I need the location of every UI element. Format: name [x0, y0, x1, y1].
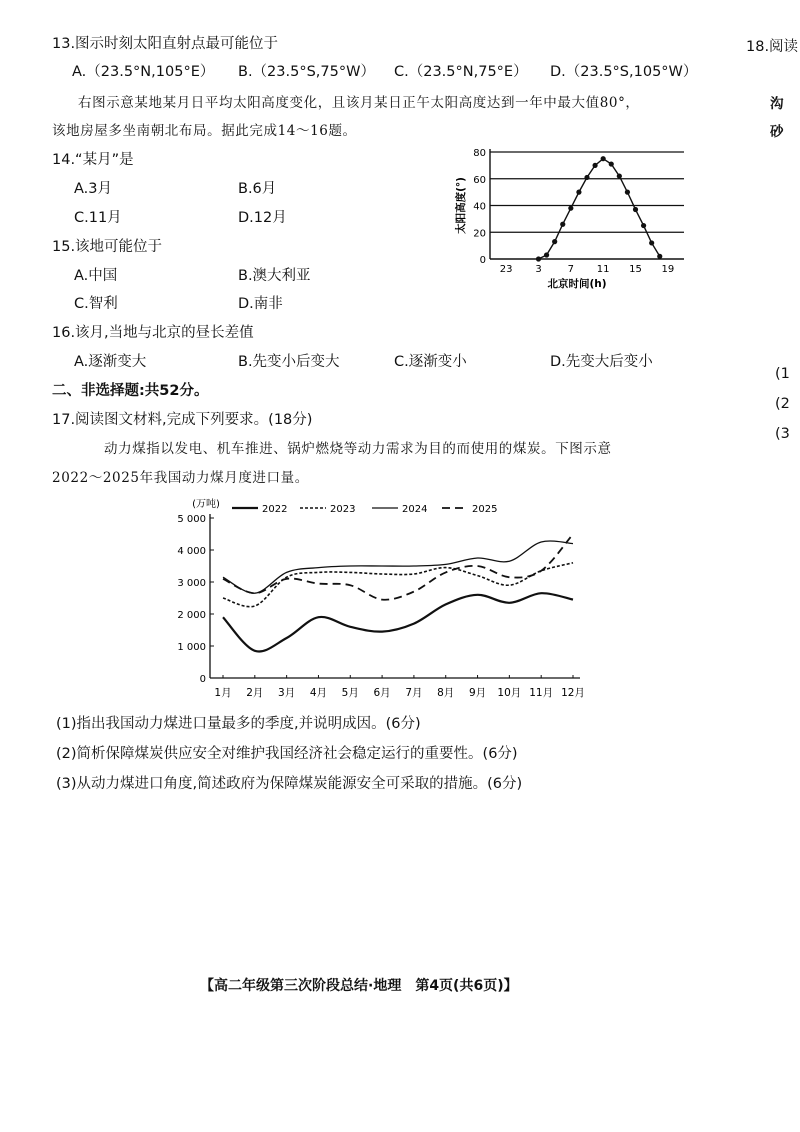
q18-fragment: 18.阅读 [746, 39, 799, 55]
sun-data-point [576, 190, 581, 195]
sun-y-axis-label: 太阳高度(°) [455, 177, 467, 234]
q13-option-d: D.（23.5°S,105°W） [550, 64, 698, 80]
sun-y-tick-label: 40 [473, 201, 486, 213]
q13-stem: 13.图示时刻太阳直射点最可能位于 [52, 36, 279, 52]
q16-option-a: A.逐渐变大 [74, 354, 147, 370]
section-2-heading: 二、非选择题:共52分。 [52, 383, 209, 399]
sun-y-tick-label: 60 [473, 174, 486, 186]
q15-option-d: D.南非 [238, 296, 283, 312]
coal-x-tick-label: 2月 [246, 687, 264, 699]
right-fragment-1: 沟 [770, 96, 785, 112]
right-mark-1: (1 [775, 366, 790, 382]
sun-y-tick-label: 20 [473, 228, 486, 240]
q17-para-1: 动力煤指以发电、机车推进、锅炉燃烧等动力需求为目的而使用的煤炭。下图示意 [104, 441, 612, 457]
q15-stem: 15.该地可能位于 [52, 239, 163, 255]
coal-x-tick-label: 11月 [529, 687, 554, 699]
sun-data-point [552, 239, 557, 244]
coal-y-tick-label: 3 000 [177, 578, 206, 589]
sun-data-point [633, 207, 638, 212]
intro-line-2: 该地房屋多坐南朝北布局。据此完成14～16题。 [52, 123, 357, 139]
coal-x-tick-label: 3月 [278, 687, 296, 699]
coal-x-tick-label: 12月 [561, 687, 585, 699]
sun-data-point [649, 240, 654, 245]
right-fragment-2: 砂 [770, 124, 785, 140]
coal-x-tick-label: 6月 [373, 687, 391, 699]
coal-y-tick-label: 5 000 [177, 514, 206, 525]
coal-y-tick-label: 1 000 [177, 642, 206, 653]
sun-data-point [544, 252, 549, 257]
q16-option-b: B.先变小后变大 [238, 354, 340, 370]
sun-x-tick-label: 3 [535, 264, 542, 275]
sun-altitude-line [539, 159, 660, 259]
sun-data-point [601, 156, 606, 161]
sun-x-tick-label: 7 [567, 264, 575, 275]
q17-sub-2: (2)简析保障煤炭供应安全对维护我国经济社会稳定运行的重要性。(6分) [56, 746, 518, 762]
q17-para-2: 2022～2025年我国动力煤月度进口量。 [52, 470, 309, 486]
sun-data-point [617, 173, 622, 178]
q13-option-a: A.（23.5°N,105°E） [72, 64, 215, 80]
sun-y-tick-label: 80 [473, 148, 486, 159]
q17-sub-1: (1)指出我国动力煤进口量最多的季度,并说明成因。(6分) [56, 716, 421, 732]
q15-option-a: A.中国 [74, 268, 118, 284]
sun-data-point [592, 163, 597, 168]
coal-x-tick-label: 4月 [309, 687, 328, 699]
q15-option-b: B.澳大利亚 [238, 268, 311, 284]
coal-import-chart [160, 490, 600, 705]
q13-option-b: B.（23.5°S,75°W） [238, 64, 375, 80]
sun-data-point [536, 256, 541, 261]
coal-x-tick-label: 5月 [341, 687, 359, 699]
coal-x-tick-label: 10月 [497, 687, 522, 699]
coal-series-2025 [223, 534, 573, 600]
sun-data-point [560, 222, 565, 227]
coal-x-tick-label: 1月 [214, 687, 232, 699]
sun-x-tick-label: 19 [661, 264, 675, 275]
right-mark-3: (3 [775, 426, 790, 442]
q16-option-c: C.逐渐变小 [394, 354, 467, 370]
coal-x-tick-label: 9月 [468, 687, 487, 699]
coal-legend-label-2024: 2024 [402, 504, 428, 515]
q16-stem: 16.该月,当地与北京的昼长差值 [52, 325, 254, 341]
coal-y-axis-label: (万吨) [192, 499, 220, 510]
q14-option-c: C.11月 [74, 210, 122, 226]
sun-data-point [641, 223, 646, 228]
coal-legend-label-2025: 2025 [472, 504, 498, 515]
sun-data-point [568, 206, 573, 211]
page-footer: 【高二年级第三次阶段总结·地理 第4页(共6页)】 [200, 978, 518, 994]
sun-x-tick-label: 11 [596, 264, 610, 275]
coal-x-tick-label: 8月 [437, 687, 455, 699]
q14-option-a: A.3月 [74, 181, 112, 197]
sun-x-tick-label: 23 [499, 264, 513, 275]
sun-data-point [625, 190, 630, 195]
sun-data-point [657, 254, 662, 259]
solar-altitude-chart [450, 143, 695, 293]
q15-option-c: C.智利 [74, 296, 118, 312]
q17-sub-3: (3)从动力煤进口角度,简述政府为保障煤炭能源安全可采取的措施。(6分) [56, 776, 523, 792]
q13-option-c: C.（23.5°N,75°E） [394, 64, 528, 80]
coal-y-tick-label: 0 [199, 674, 206, 685]
intro-line-1: 右图示意某地某月日平均太阳高度变化，且该月某日正午太阳高度达到一年中最大值80°， [78, 95, 640, 111]
sun-y-tick-label: 0 [479, 255, 486, 266]
q14-option-b: B.6月 [238, 181, 277, 197]
q14-option-d: D.12月 [238, 210, 287, 226]
coal-legend-label-2023: 2023 [330, 504, 356, 515]
coal-y-tick-label: 2 000 [177, 610, 206, 621]
q16-option-d: D.先变大后变小 [550, 354, 653, 370]
coal-y-tick-label: 4 000 [177, 546, 206, 557]
q17-stem: 17.阅读图文材料,完成下列要求。(18分) [52, 412, 313, 428]
q14-stem: 14.“某月”是 [52, 152, 134, 168]
coal-series-2022 [223, 593, 573, 651]
coal-x-tick-label: 7月 [405, 687, 423, 699]
sun-data-point [609, 161, 614, 166]
sun-x-tick-label: 15 [629, 264, 642, 275]
sun-data-point [584, 175, 589, 180]
right-mark-2: (2 [775, 396, 790, 412]
coal-legend-label-2022: 2022 [262, 504, 288, 515]
sun-x-axis-label: 北京时间(h) [547, 278, 607, 290]
coal-series-2024 [223, 541, 573, 593]
